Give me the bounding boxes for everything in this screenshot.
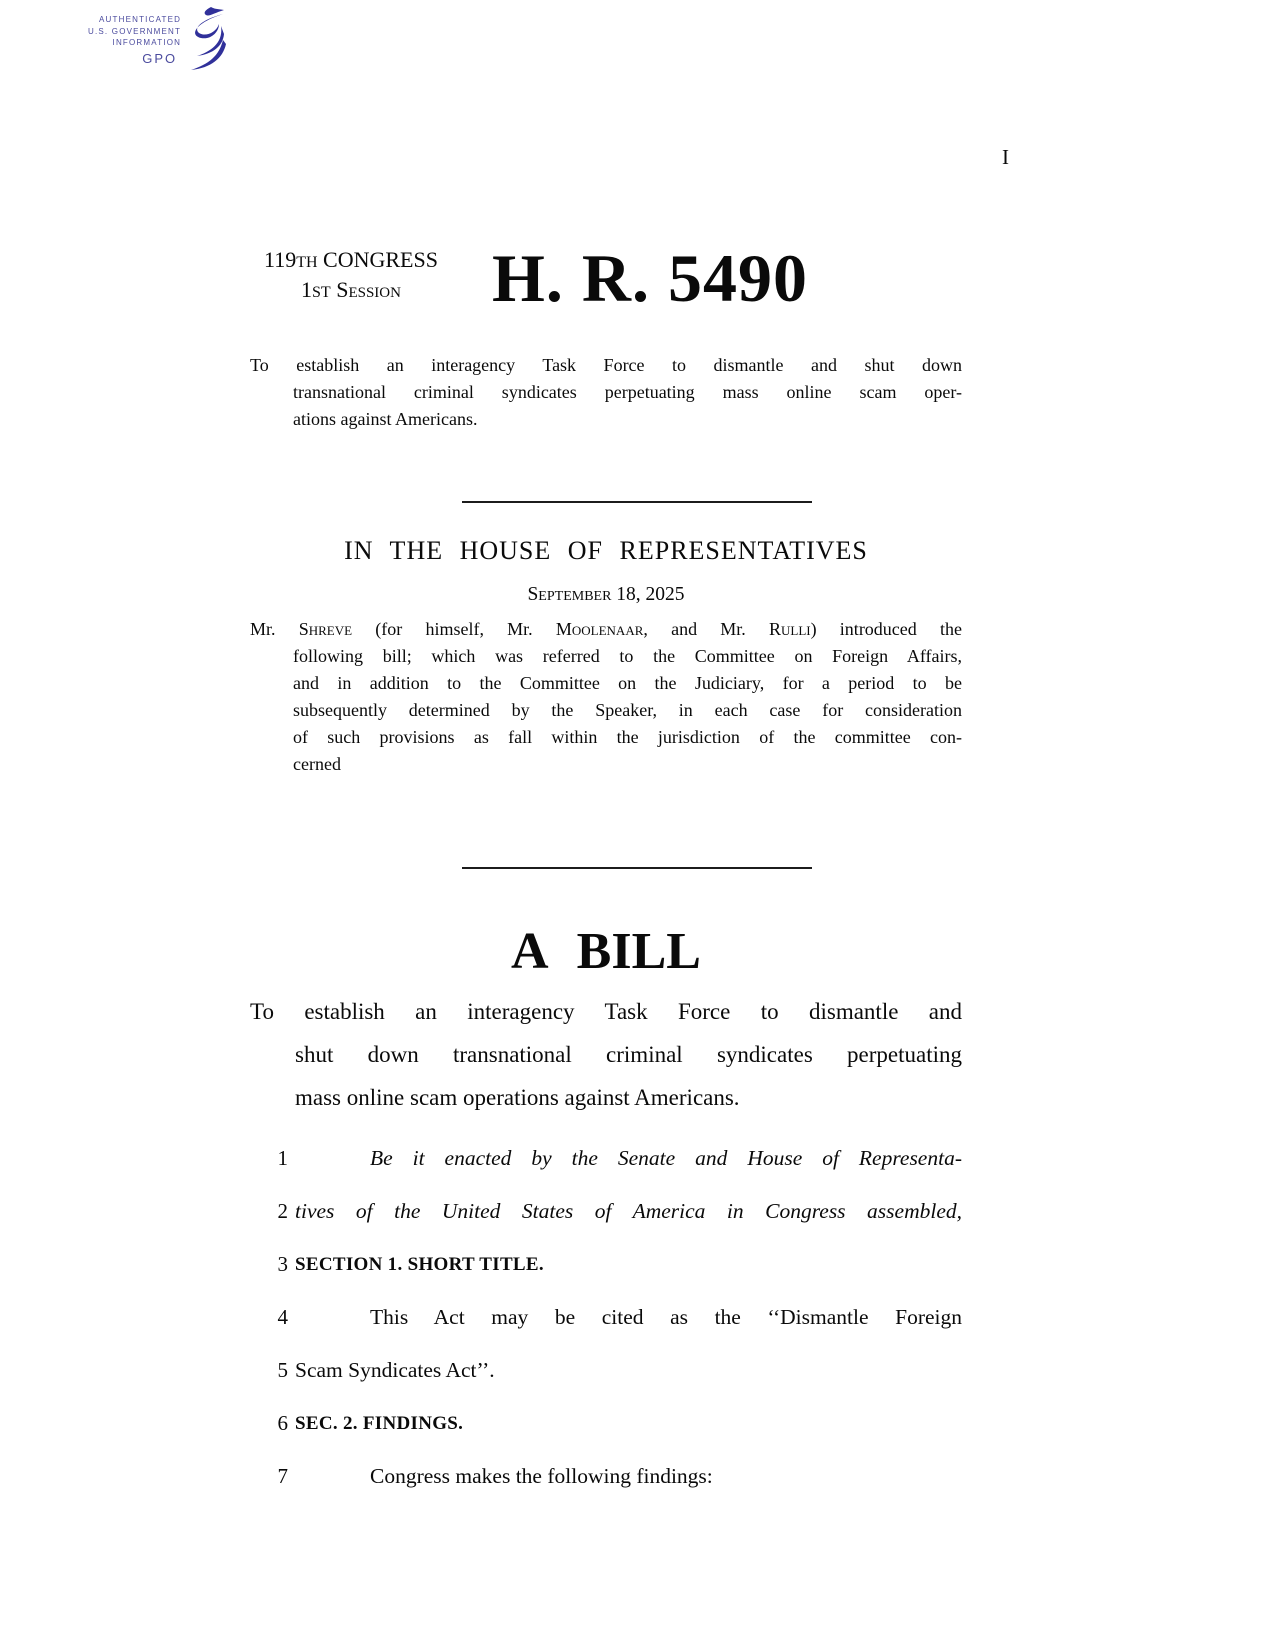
line-number: 4 — [277, 1305, 288, 1329]
body-line — [250, 1450, 962, 1503]
body-line — [250, 1185, 962, 1238]
bill-body — [250, 1132, 962, 1503]
gpo-logo-line: U.S. GOVERNMENT — [88, 26, 182, 36]
body-line — [250, 1132, 962, 1185]
enacting-clause-text: Be it enacted by the Senate and House of Representa- — [370, 1146, 962, 1170]
session-number: 1 — [301, 277, 313, 302]
body-line — [250, 1344, 962, 1397]
congress-session-block — [248, 246, 454, 306]
line-number: 6 — [277, 1411, 288, 1435]
separator-rule — [462, 867, 812, 869]
sponsor-text: , and Mr. — [643, 619, 769, 639]
enacting-clause-text: tives of the United States of America in Congress assembled, — [295, 1199, 962, 1223]
body-line — [250, 1291, 962, 1344]
line-number: 7 — [277, 1464, 288, 1488]
bill-number: H. R. 5490 — [492, 240, 808, 316]
preamble-line: transnational criminal syndicates perpetuating mass online scam oper- — [293, 382, 962, 402]
gpo-eagle-icon — [183, 6, 227, 76]
session-word: Session — [336, 277, 401, 302]
sponsor-name: Rulli — [769, 619, 811, 639]
gpo-logo-line: INFORMATION — [112, 38, 182, 47]
section-heading: SECTION 1. SHORT TITLE. — [295, 1254, 544, 1275]
body-line — [250, 1238, 962, 1291]
gpo-logo-text — [88, 6, 181, 66]
sponsor-name: Moolenaar — [555, 619, 644, 639]
sponsor-paragraph — [250, 616, 962, 778]
gpo-logo-line: AUTHENTICATED — [99, 15, 182, 24]
introduction-date: September 18, 2025 — [527, 584, 685, 605]
bill-title-paragraph — [250, 990, 962, 1119]
congress-word: CONGRESS — [323, 247, 438, 272]
official-title-preamble — [250, 352, 962, 433]
session-ordinal-suffix: ST — [312, 284, 331, 301]
body-line — [250, 1397, 962, 1450]
congress-number: 119 — [264, 247, 297, 272]
sponsor-line: following bill; which was referred to the Committee on Foreign Affairs, — [293, 646, 962, 666]
preamble-line: ations against Americans. — [293, 409, 478, 429]
section-heading: SEC. 2. FINDINGS. — [295, 1413, 464, 1434]
chamber-heading: IN THE HOUSE OF REPRESENTATIVES — [344, 536, 868, 565]
section-text: This Act may be cited as the ‘‘Dismantle Foreign — [370, 1305, 962, 1329]
congress-ordinal-suffix: TH — [296, 254, 318, 271]
separator-rule — [462, 501, 812, 503]
gpo-logo-acronym: GPO — [142, 50, 178, 66]
sponsor-line: cerned — [293, 754, 341, 774]
sponsor-text: Mr. — [250, 619, 299, 639]
sponsor-line: and in addition to the Committee on the Judiciary, for a period to be — [293, 673, 962, 693]
bill-title-line: To establish an interagency Task Force to dismantle and — [250, 999, 962, 1024]
folio-number: I — [1002, 145, 1009, 169]
sponsor-text: ) introduced the — [810, 619, 962, 639]
congress-line — [248, 246, 454, 276]
sponsor-line — [250, 616, 962, 643]
line-number: 1 — [277, 1146, 288, 1170]
section-text: Congress makes the following findings: — [370, 1464, 713, 1488]
session-line — [248, 276, 454, 306]
section-text: Scam Syndicates Act’’. — [295, 1358, 495, 1382]
line-number: 5 — [277, 1358, 288, 1382]
line-number: 2 — [277, 1199, 288, 1223]
sponsor-line: subsequently determined by the Speaker, in each case for consideration — [293, 700, 962, 720]
bill-title-line: mass online scam operations against Americans. — [295, 1085, 740, 1110]
line-number: 3 — [277, 1252, 288, 1276]
preamble-line: To establish an interagency Task Force to dismantle and shut down — [250, 355, 962, 375]
sponsor-name: Shreve — [298, 619, 353, 639]
bill-title-line: shut down transnational criminal syndicates perpetuating — [295, 1042, 962, 1067]
sponsor-text: (for himself, Mr. — [352, 619, 556, 639]
bill-heading: A BILL — [511, 923, 701, 980]
sponsor-line: of such provisions as fall within the jurisdiction of the committee con- — [293, 727, 962, 747]
gpo-authentication-logo — [88, 6, 227, 76]
